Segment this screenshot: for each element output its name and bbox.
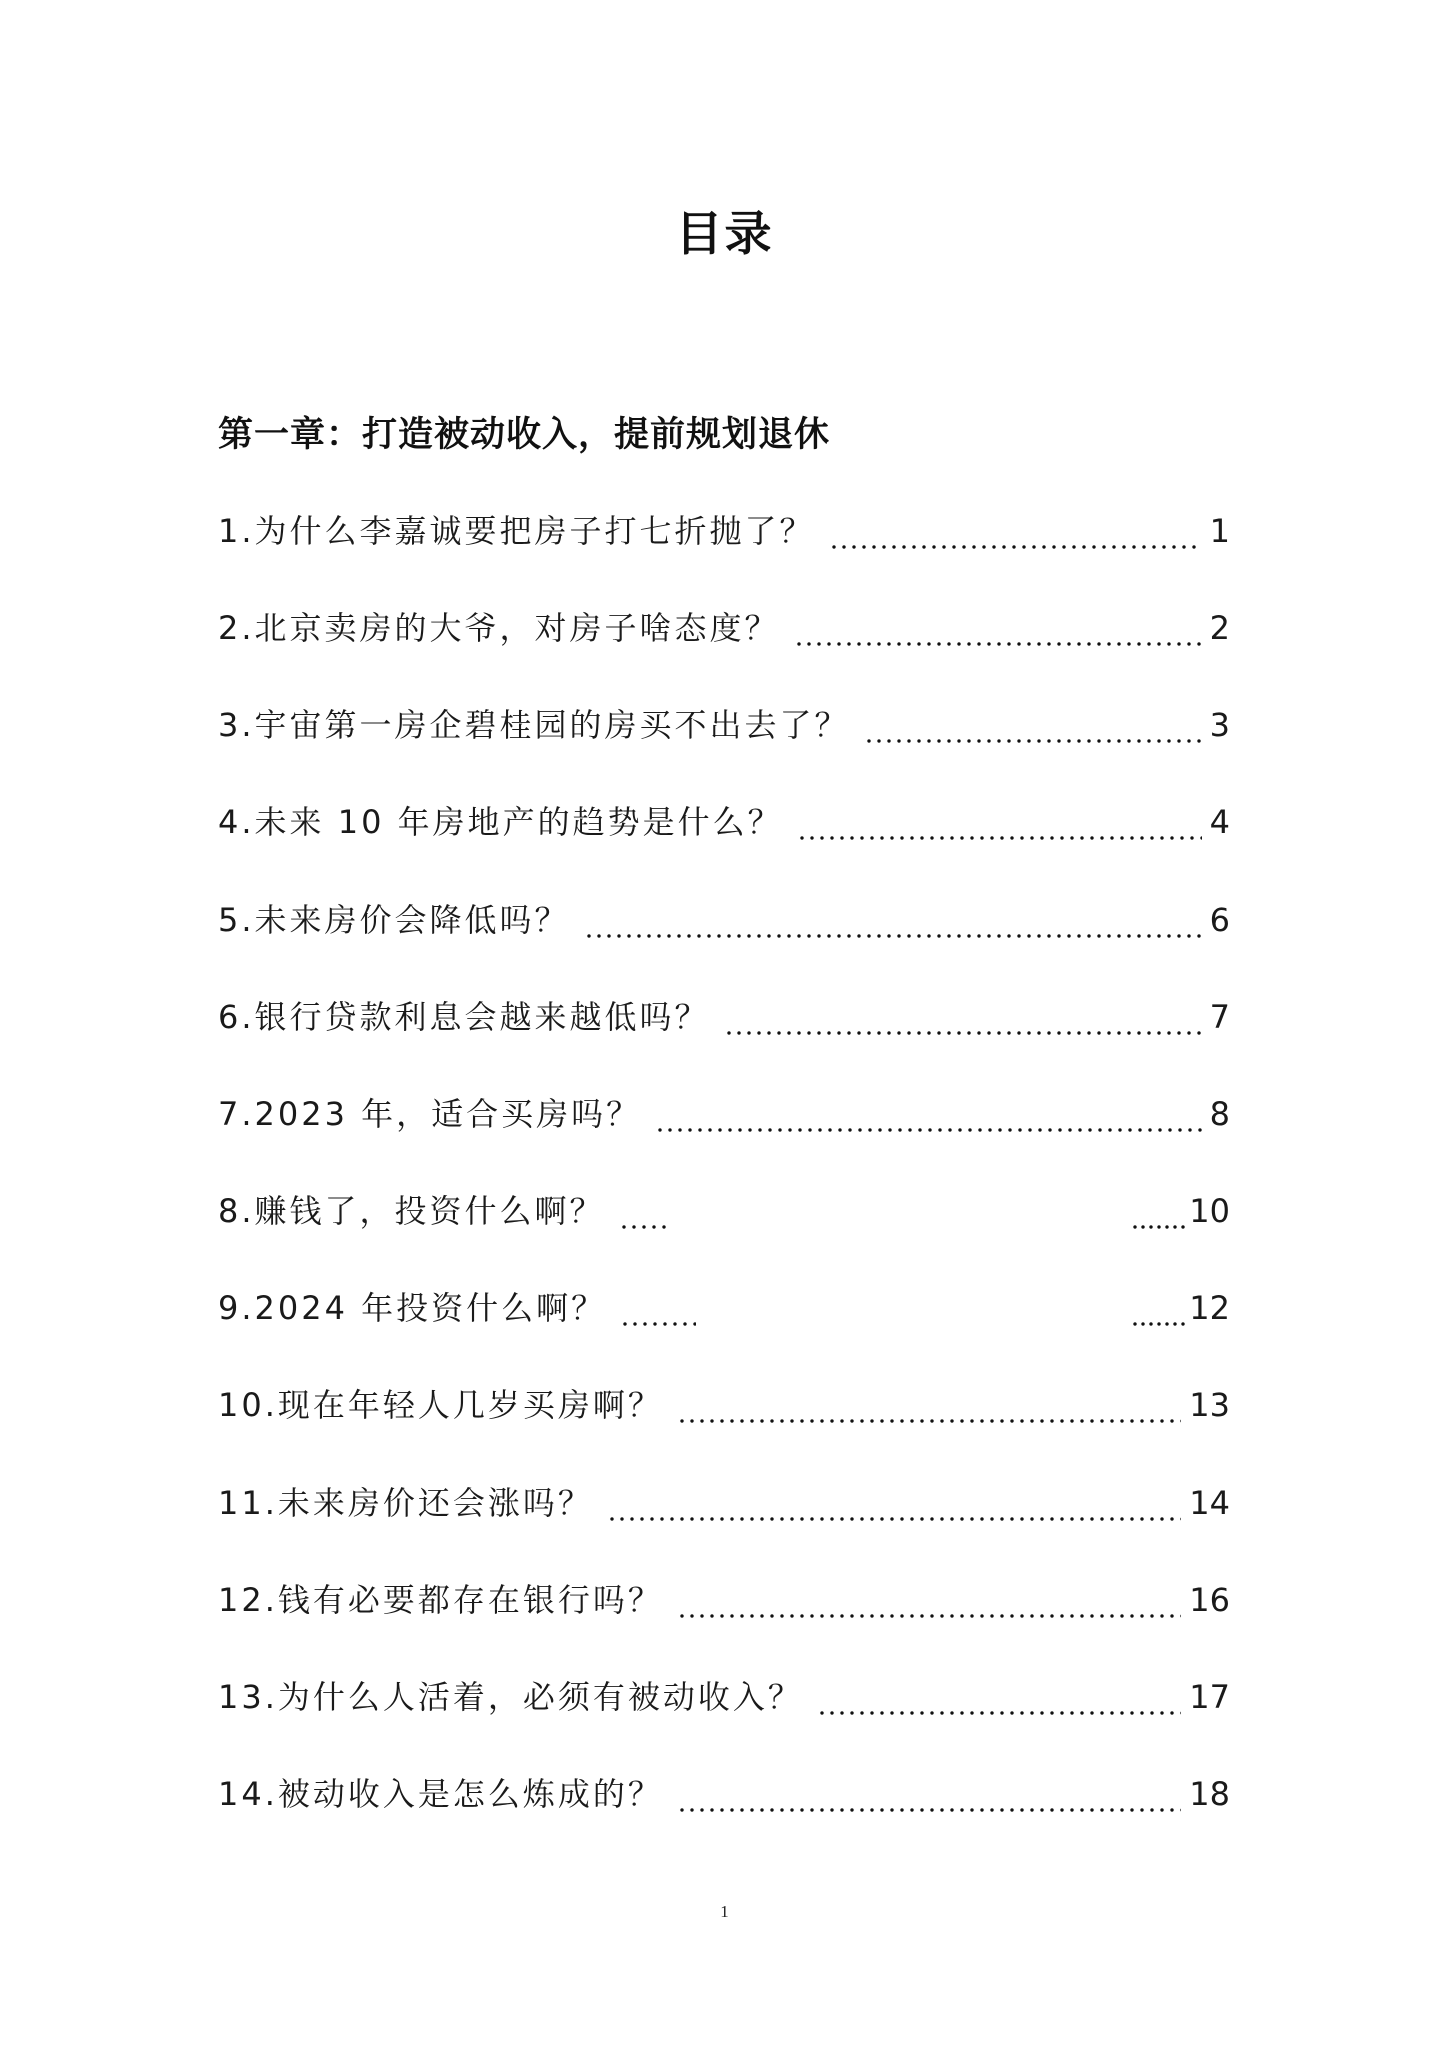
toc-entry[interactable]	[218, 799, 1230, 845]
dot-leader-left	[620, 1285, 696, 1331]
dot-leader	[677, 1382, 1181, 1428]
toc-entry-page: 6	[1209, 901, 1230, 939]
toc-entry-page: 18	[1189, 1775, 1230, 1813]
dot-leader-left	[619, 1188, 671, 1234]
dot-leader	[677, 1577, 1181, 1623]
toc-entry[interactable]	[218, 1188, 1230, 1234]
toc-entry-label: 13.为什么人活着，必须有被动收入？	[218, 1678, 803, 1716]
toc-entry-page: 10	[1189, 1192, 1230, 1230]
dot-leader	[864, 702, 1202, 748]
toc-entry[interactable]	[218, 994, 1230, 1040]
toc-entry-page: 4	[1209, 803, 1230, 841]
toc-entry-page: 16	[1189, 1581, 1230, 1619]
toc-entry-label: 9.2024 年投资什么啊？	[218, 1289, 607, 1327]
toc-entry-page: 7	[1209, 998, 1230, 1036]
toc-title: 目录	[675, 207, 774, 262]
toc-entry[interactable]	[218, 1091, 1230, 1137]
toc-entry-page: 12	[1189, 1289, 1230, 1327]
toc-entry-label: 12.钱有必要都存在银行吗？	[218, 1581, 663, 1619]
toc-entry-page: 1	[1209, 512, 1230, 550]
toc-entry-label: 4.未来 10 年房地产的趋势是什么？	[218, 803, 783, 841]
dot-leader	[829, 508, 1202, 554]
toc-entry[interactable]	[218, 605, 1230, 651]
dot-leader	[677, 1771, 1181, 1817]
dot-leader	[655, 1091, 1201, 1137]
toc-entry[interactable]	[218, 1577, 1230, 1623]
toc-entry-label: 5.未来房价会降低吗？	[218, 901, 570, 939]
dot-leader	[817, 1674, 1181, 1720]
toc-entry[interactable]	[218, 1382, 1230, 1428]
chapter-heading[interactable]: 第一章：打造被动收入，提前规划退休	[218, 415, 831, 455]
toc-entry-label: 1.为什么李嘉诚要把房子打七折抛了？	[218, 512, 815, 550]
footer-page-number: 1	[720, 1902, 729, 1921]
toc-entry-page: 17	[1189, 1678, 1230, 1716]
toc-entry[interactable]	[218, 508, 1230, 554]
toc-entry-label: 11.未来房价还会涨吗？	[218, 1484, 593, 1522]
dot-leader	[724, 994, 1202, 1040]
toc-entry-page: 2	[1209, 609, 1230, 647]
dot-leader	[607, 1480, 1181, 1526]
toc-entry-label: 10.现在年轻人几岁买房啊？	[218, 1386, 663, 1424]
toc-entry[interactable]	[218, 1285, 1230, 1331]
toc-entry[interactable]	[218, 1674, 1230, 1720]
toc-entry-page: 8	[1209, 1095, 1230, 1133]
toc-entry-label: 8.赚钱了，投资什么啊？	[218, 1192, 605, 1230]
toc-entry-label: 6.银行贷款利息会越来越低吗？	[218, 998, 710, 1036]
toc-entry-label: 14.被动收入是怎么炼成的？	[218, 1775, 663, 1813]
dot-leader	[794, 605, 1202, 651]
dot-leader-right	[1131, 1285, 1187, 1331]
toc-entry-page: 3	[1209, 706, 1230, 744]
toc-entry-label: 3.宇宙第一房企碧桂园的房买不出去了？	[218, 706, 850, 744]
toc-entry-page: 13	[1189, 1386, 1230, 1424]
toc-entry[interactable]	[218, 897, 1230, 943]
toc-entry[interactable]	[218, 702, 1230, 748]
toc-entry[interactable]	[218, 1480, 1230, 1526]
toc-entry-label: 2.北京卖房的大爷，对房子啥态度？	[218, 609, 780, 647]
dot-leader-right	[1131, 1188, 1187, 1234]
dot-leader	[584, 897, 1202, 943]
toc-entry-page: 14	[1189, 1484, 1230, 1522]
toc-entry-label: 7.2023 年，适合买房吗？	[218, 1095, 642, 1133]
toc-entry[interactable]	[218, 1771, 1230, 1817]
dot-leader	[797, 799, 1202, 845]
